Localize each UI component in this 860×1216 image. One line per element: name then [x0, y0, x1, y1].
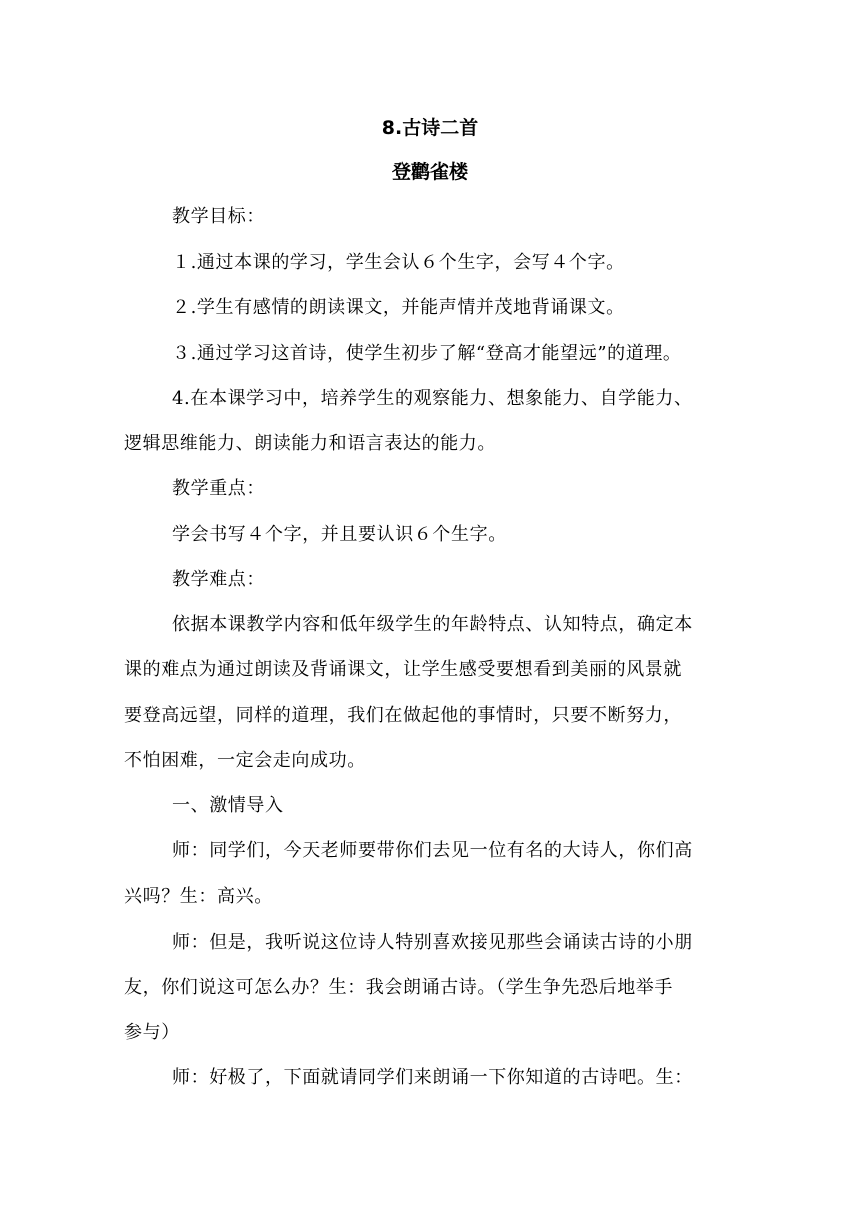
paragraph-line: 教学难点：: [172, 569, 265, 590]
paragraph-line: 师：好极了，下面就请同学们来朗诵一下你知道的古诗吧。生：: [172, 1067, 693, 1088]
paragraph-line: ２.学生有感情的朗读课文，并能声情并茂地背诵课文。: [172, 297, 625, 318]
paragraph-line: 依据本课教学内容和低年级学生的年龄特点、认知特点，确定本: [172, 614, 693, 635]
paragraph-line: 要登高远望，同样的道理，我们在做起他的事情时，只要不断努力，: [124, 705, 682, 726]
document-title: 8.古诗二首: [381, 117, 479, 139]
paragraph-line: ３.通过学习这首诗，使学生初步了解“登高才能望远”的道理。: [172, 343, 682, 364]
paragraph-line: 逻辑思维能力、朗读能力和语言表达的能力。: [124, 433, 496, 454]
paragraph-line: 教学重点：: [172, 478, 265, 499]
paragraph-line: 课的难点为通过朗读及背诵课文，让学生感受要想看到美丽的风景就: [124, 659, 682, 680]
paragraph-line: 兴吗？生：高兴。: [124, 886, 273, 907]
paragraph-line: 一、激情导入: [172, 795, 284, 816]
paragraph-line: 友，你们说这可怎么办？生：我会朗诵古诗。（学生争先恐后地举手: [124, 977, 673, 998]
paragraph-line: 4.在本课学习中，培养学生的观察能力、想象能力、自学能力、: [172, 388, 693, 409]
paragraph-line: 参与）: [124, 1022, 180, 1043]
paragraph-line: １.通过本课的学习，学生会认６个生字，会写４个字。: [172, 252, 625, 273]
paragraph-line: 不怕困难，一定会走向成功。: [124, 750, 366, 771]
paragraph-line: 学会书写４个字，并且要认识６个生字。: [172, 524, 507, 545]
paragraph-line: 师：同学们，今天老师要带你们去见一位有名的大诗人，你们高: [172, 840, 693, 861]
paragraph-line: 师：但是，我听说这位诗人特别喜欢接见那些会诵读古诗的小朋: [172, 932, 693, 953]
paragraph-line: 教学目标：: [172, 206, 265, 227]
poem-title: 登鹳雀楼: [391, 161, 468, 183]
